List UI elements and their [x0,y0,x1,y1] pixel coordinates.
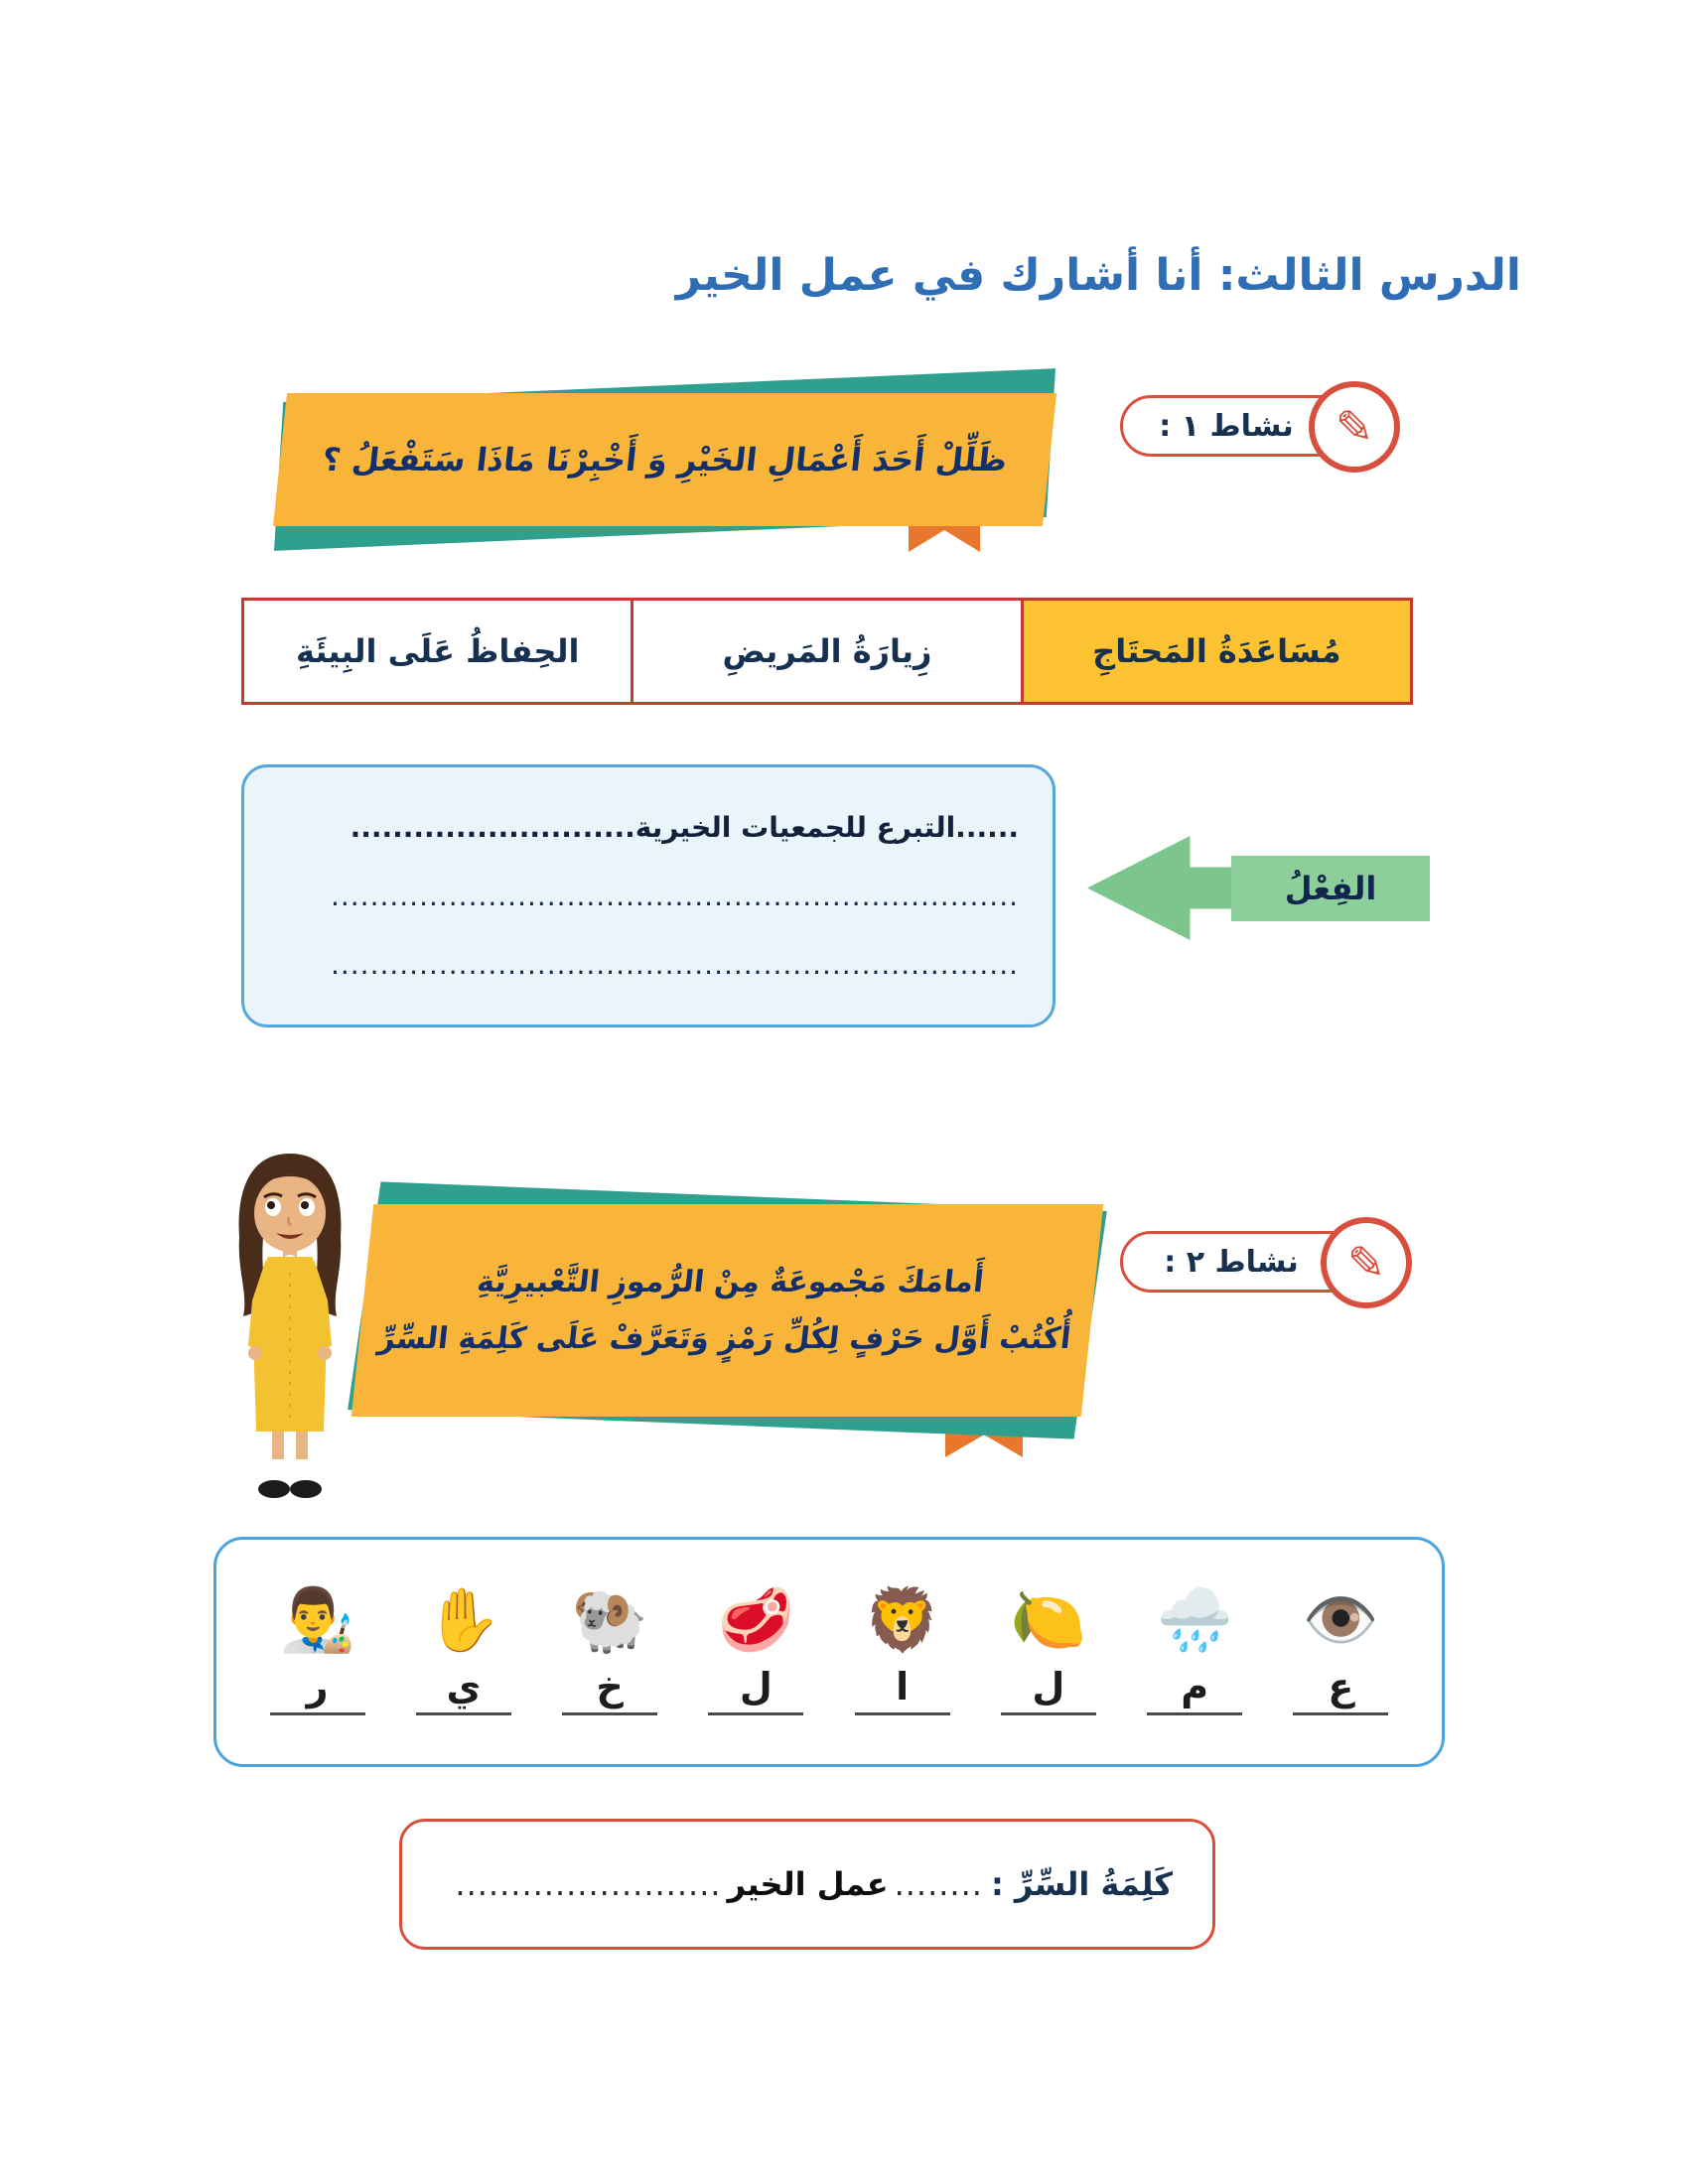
answer-line-2[interactable]: ...................................................................... [330,880,1019,912]
verb-label-text: الفِعْلُ [1284,870,1377,907]
lemon-emoji-icon: 🍋 [1010,1582,1087,1656]
activity1-instruction: ظَلِّلْ أَحَدَ أَعْمَالِ الخَيْرِ وَ أَخْبِرْنَا مَاذَا سَتَفْعَلُ ؟ [320,441,1010,478]
emoji-puzzle-box [213,1537,1445,1767]
letter-slot[interactable]: ر [270,1665,365,1715]
answer-line-1[interactable]: ......التبرع للجمعيات الخيرية........................... [350,811,1019,844]
secret-word-answer[interactable]: عمل الخير [727,1865,889,1903]
emoji-item-lion [855,1582,950,1715]
emoji-item-ram [562,1582,657,1715]
emoji-item-hand [416,1582,511,1715]
verb-label [1231,856,1430,921]
option-protect-environment[interactable] [244,601,633,702]
girl-illustration [209,1142,372,1511]
option-label: الحِفاظُ عَلَى البِيئَةِ [295,632,580,670]
letter-slot[interactable]: ع [1293,1665,1388,1715]
answer-line-3[interactable]: ...................................................................... [330,948,1019,981]
activity2-banner [362,1196,1092,1425]
activity2-badge-label: نشاط ٢ : [1164,1244,1299,1280]
activity1-pencil-badge [1309,381,1400,473]
verb-arrow [1087,836,1430,940]
banner1-text-panel [273,393,1056,526]
secret-dots-before: ........ [894,1865,983,1903]
good-deeds-table [241,598,1413,705]
option-visit-sick[interactable] [633,601,1023,702]
meat-emoji-icon: 🥩 [717,1582,794,1656]
eye-emoji-icon: 👁️ [1302,1582,1379,1656]
emoji-item-lemon [1001,1582,1096,1715]
ram-emoji-icon: 🐏 [571,1582,648,1656]
secret-word-label: كَلِمَةُ السِّرِّ : [990,1865,1173,1903]
letter-slot[interactable]: ل [708,1665,803,1715]
emoji-item-meat [708,1582,803,1715]
hand-emoji-icon: ✋ [425,1582,502,1656]
activity2-instruction-line2: أُكْتُبْ أَوَّل حَرْفٍ لِكُلِّ رَمْزٍ وَتَعَرَّفْ عَلَى كَلِمَةِ السِّرِّ [375,1321,1073,1356]
emoji-item-rain [1147,1582,1242,1715]
secret-word-box[interactable] [399,1819,1215,1950]
answer-writing-box[interactable] [241,764,1055,1027]
emoji-item-artist [270,1582,365,1715]
secret-dots-after: ........................ [455,1865,722,1903]
pencil-icon: ✎ [1335,400,1374,454]
option-label: مُسَاعَدَةُ المَحتَاجِ [1092,632,1341,670]
page-title: الدرس الثالث: أنا أشارك في عمل الخير [675,250,1521,301]
banner2-text-panel [352,1204,1103,1417]
option-help-needy[interactable] [1024,601,1410,702]
lion-emoji-icon: 🦁 [864,1582,941,1656]
letter-slot[interactable]: م [1147,1665,1242,1715]
activity2-pencil-badge [1321,1217,1412,1308]
activity1-banner [280,385,1050,534]
letter-slot[interactable]: خ [562,1665,657,1715]
letter-slot[interactable]: ل [1001,1665,1096,1715]
letter-slot[interactable]: ي [416,1665,511,1715]
option-label: زِيارَةُ المَريضِ [722,632,932,670]
emoji-item-eye [1293,1582,1388,1715]
artist-emoji-icon: 👨‍🎨 [279,1582,356,1656]
rain-cloud-emoji-icon: 🌧️ [1156,1582,1233,1656]
activity2-instruction-line1: أَمامَكَ مَجْموعَةٌ مِنْ الرُّموزِ التَّعْبيرِيَّةِ [475,1265,986,1299]
letter-slot[interactable]: ا [855,1665,950,1715]
activity1-badge-label: نشاط ١ : [1159,408,1294,444]
pencil-icon: ✎ [1346,1236,1386,1290]
